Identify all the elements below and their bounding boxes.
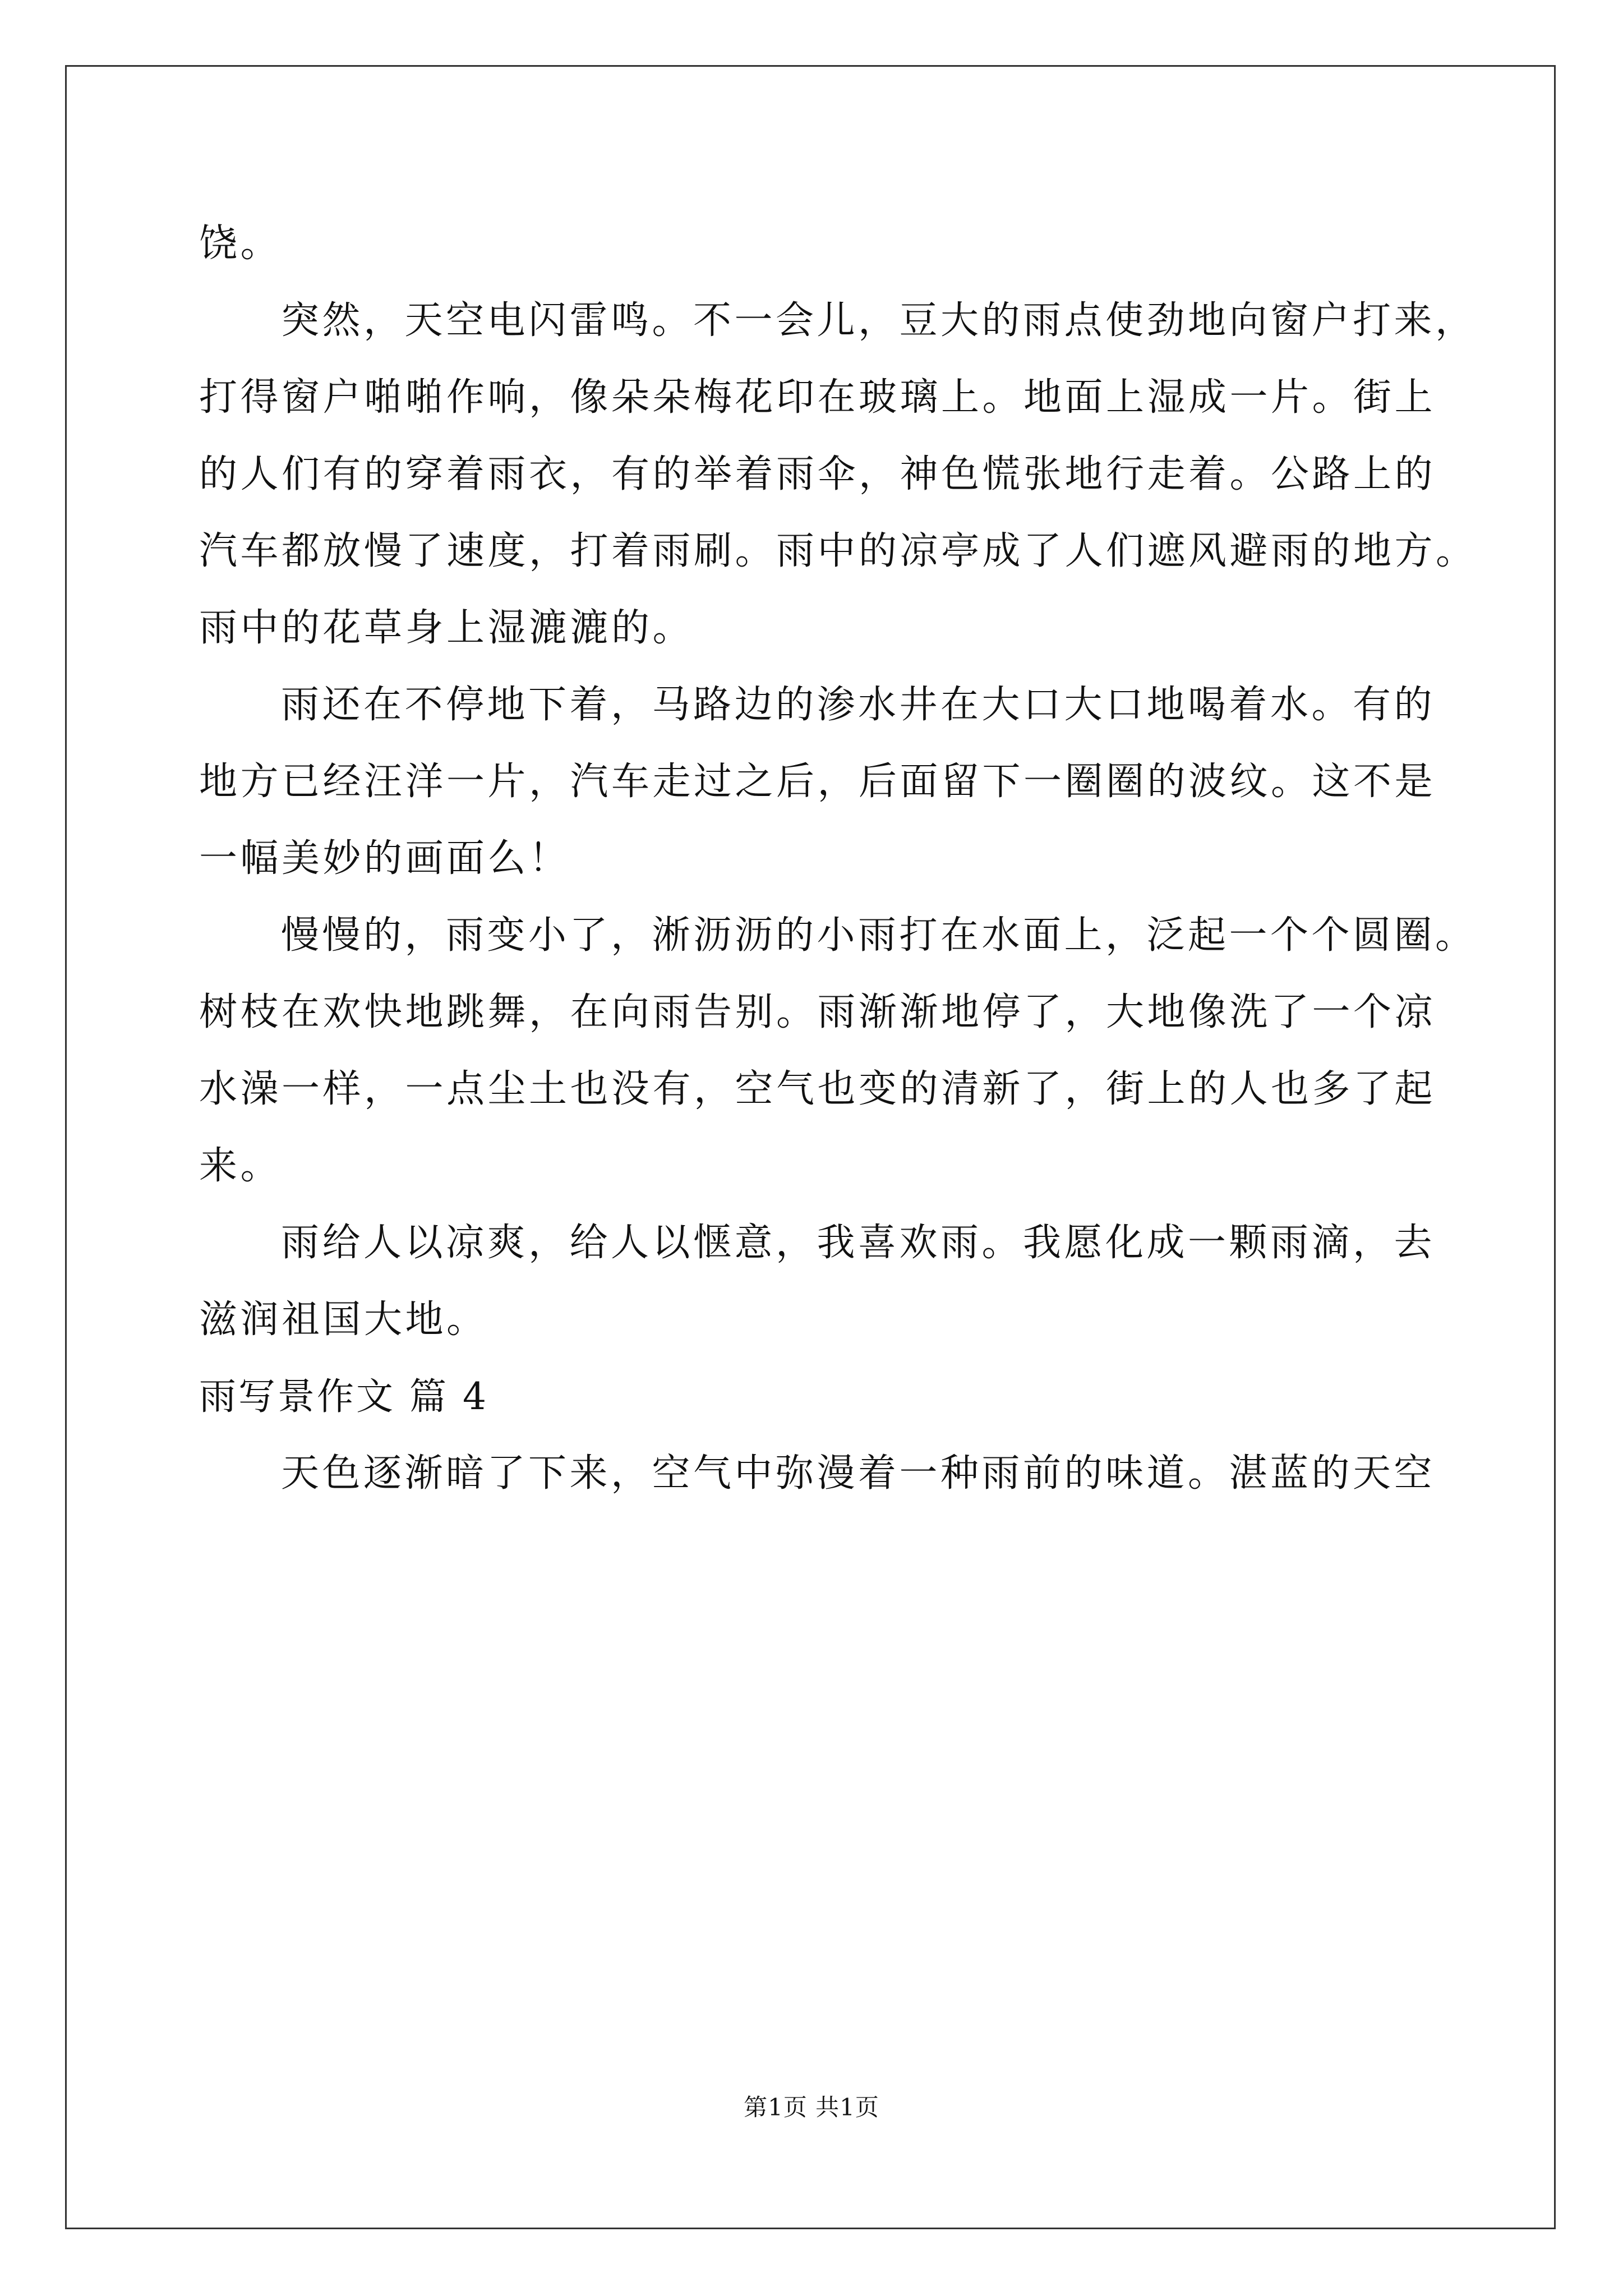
paragraph-line: 天色逐渐暗了下来，空气中弥漫着一种雨前的味道。湛蓝的天空 — [281, 1451, 1436, 1496]
paragraph-line: 滋润祖国大地。 — [199, 1297, 488, 1342]
page-footer: 第1页 共1页 — [744, 2093, 879, 2121]
paragraph-line: 地方已经汪洋一片，汽车走过之后，后面留下一圈圈的波纹。这不是 — [199, 760, 1436, 804]
section-heading: 雨写景作文 篇 4 — [199, 1375, 488, 1418]
paragraph-line: 突然，天空电闪雷鸣。不一会儿，豆大的雨点使劲地向窗户打来， — [281, 298, 1477, 343]
paragraph-line: 一幅美妙的画面么！ — [199, 836, 570, 881]
paragraph-line: 慢慢的，雨变小了，淅沥沥的小雨打在水面上，泛起一个个圆圈。 — [281, 913, 1477, 958]
paragraph-line: 饶。 — [199, 222, 282, 266]
paragraph-line: 的人们有的穿着雨衣，有的举着雨伞，神色慌张地行走着。公路上的 — [199, 452, 1436, 496]
paragraph-line: 汽车都放慢了速度，打着雨刷。雨中的凉亭成了人们遮风避雨的地方。 — [199, 529, 1477, 573]
paragraph-line: 雨给人以凉爽，给人以惬意，我喜欢雨。我愿化成一颗雨滴，去 — [281, 1221, 1436, 1265]
paragraph-line: 雨中的花草身上湿漉漉的。 — [199, 606, 694, 650]
paragraph-line: 来。 — [199, 1144, 282, 1188]
paragraph-line: 水澡一样，一点尘土也没有，空气也变的清新了，街上的人也多了起 — [199, 1067, 1436, 1111]
paragraph-line: 树枝在欢快地跳舞，在向雨告别。雨渐渐地停了，大地像洗了一个凉 — [199, 990, 1436, 1034]
paragraph-line: 雨还在不停地下着，马路边的渗水井在大口大口地喝着水。有的 — [281, 683, 1436, 727]
paragraph-line: 打得窗户啪啪作响，像朵朵梅花印在玻璃上。地面上湿成一片。街上 — [199, 375, 1436, 420]
